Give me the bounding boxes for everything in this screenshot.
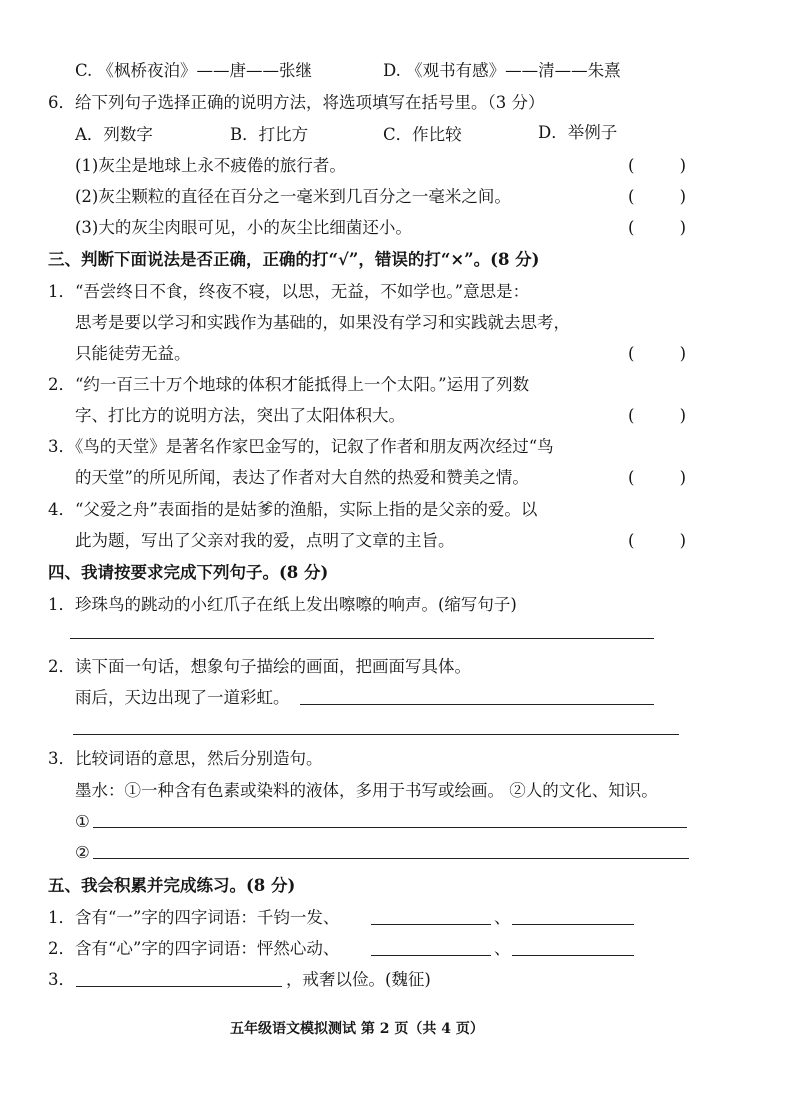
- sec3-q4-line1: 4．“父爱之舟”表面指的是姑爹的渔船，实际上指的是父亲的爱。以: [48, 500, 538, 519]
- sec3-q1-line3: 只能徒劳无益。: [75, 344, 191, 363]
- section-3-title: 三、判断下面说法是否正确，正确的打“√”，错误的打“×”。(8 分): [48, 250, 540, 269]
- sec3-q3-line2: 的天堂”的所见所闻，表达了作者对大自然的热爱和赞美之情。: [75, 468, 529, 487]
- sec4-q1-answer-line[interactable]: [70, 638, 654, 639]
- sec3-q3-line1: 3．《鸟的天堂》是著名作家巴金写的，记叙了作者和朋友两次经过“鸟: [48, 437, 554, 456]
- q6-item-2: (2)灰尘颗粒的直径在百分之一毫米到几百分之一毫米之间。: [75, 187, 511, 206]
- q5-option-c: C. 《枫桥夜泊》——唐——张继: [75, 61, 313, 80]
- sec5-q1-blank-1[interactable]: [371, 924, 491, 925]
- sec3-q2-line1: 2．“约一百三十万个地球的体积才能抵得上一个太阳。”运用了列数: [48, 375, 530, 394]
- q6-option-b: B．打比方: [230, 125, 309, 144]
- sec4-q3-definition: 墨水：①一种含有色素或染料的液体，多用于书写或绘画。 ②人的文化、知识。: [75, 781, 658, 800]
- page-footer: 五年级语文模拟测试 第 2 页（共 4 页）: [230, 1021, 484, 1037]
- sec5-q3-number: 3．: [48, 970, 75, 989]
- sec5-q2-blank-2[interactable]: [512, 955, 634, 956]
- sec5-q2-separator: 、: [494, 939, 511, 958]
- sec5-q3-text: ，戒奢以俭。(魏征): [286, 970, 431, 989]
- sec4-q1: 1．珍珠鸟的跳动的小红爪子在纸上发出嚓嚓的响声。(缩写句子): [48, 595, 517, 614]
- sec4-q3-mark-1: ①: [75, 812, 90, 831]
- sec3-q2-line2: 字、打比方的说明方法，突出了太阳体积大。: [75, 406, 405, 425]
- sec3-q4-line2: 此为题，写出了父亲对我的爱，点明了文章的主旨。: [75, 531, 455, 550]
- sec5-q2: 2．含有“心”字的四字词语：怦然心动、: [48, 939, 340, 958]
- sec5-q1-blank-2[interactable]: [512, 924, 634, 925]
- sec4-q3-answer-line-1[interactable]: [93, 827, 687, 828]
- sec4-q2: 2．读下面一句话，想象句子描绘的画面，把画面写具体。: [48, 657, 471, 676]
- section-5-title: 五、我会积累并完成练习。(8 分): [48, 876, 296, 895]
- sec4-q3-answer-line-2[interactable]: [93, 858, 689, 859]
- sec3-q1-line2: 思考是要以学习和实践作为基础的，如果没有学习和实践就去思考，: [75, 313, 570, 332]
- sec4-q3-mark-2: ②: [75, 843, 90, 862]
- sec5-q1-separator: 、: [494, 908, 511, 927]
- q6-option-a: A．列数字: [75, 125, 153, 144]
- sec4-q2-answer-line-1[interactable]: [300, 704, 654, 705]
- q6-item-3: (3)大的灰尘肉眼可见，小的灰尘比细菌还小。: [75, 218, 412, 237]
- sec4-q2-answer-line-2[interactable]: [73, 734, 679, 735]
- q6-option-c: C．作比较: [383, 125, 462, 144]
- sec5-q3-blank[interactable]: [76, 986, 282, 987]
- sec4-q2-sentence: 雨后，天边出现了一道彩虹。: [75, 688, 290, 707]
- q5-option-d: D. 《观书有感》——清——朱熹: [383, 61, 621, 80]
- sec4-q3: 3．比较词语的意思，然后分别造句。: [48, 749, 323, 768]
- sec3-q1-line1: 1．“吾尝终日不食，终夜不寝，以思，无益，不如学也。”意思是：: [48, 282, 530, 301]
- q6-option-d: D．举例子: [538, 123, 618, 142]
- q6-item-1: (1)灰尘是地球上永不疲倦的旅行者。: [75, 156, 346, 175]
- q6-title: 6．给下列句子选择正确的说明方法，将选项填写在括号里。（3 分）: [48, 93, 545, 112]
- section-4-title: 四、我请按要求完成下列句子。(8 分): [48, 563, 329, 582]
- sec5-q2-blank-1[interactable]: [371, 955, 491, 956]
- sec5-q1: 1．含有“一”字的四字词语：千钧一发、: [48, 908, 340, 927]
